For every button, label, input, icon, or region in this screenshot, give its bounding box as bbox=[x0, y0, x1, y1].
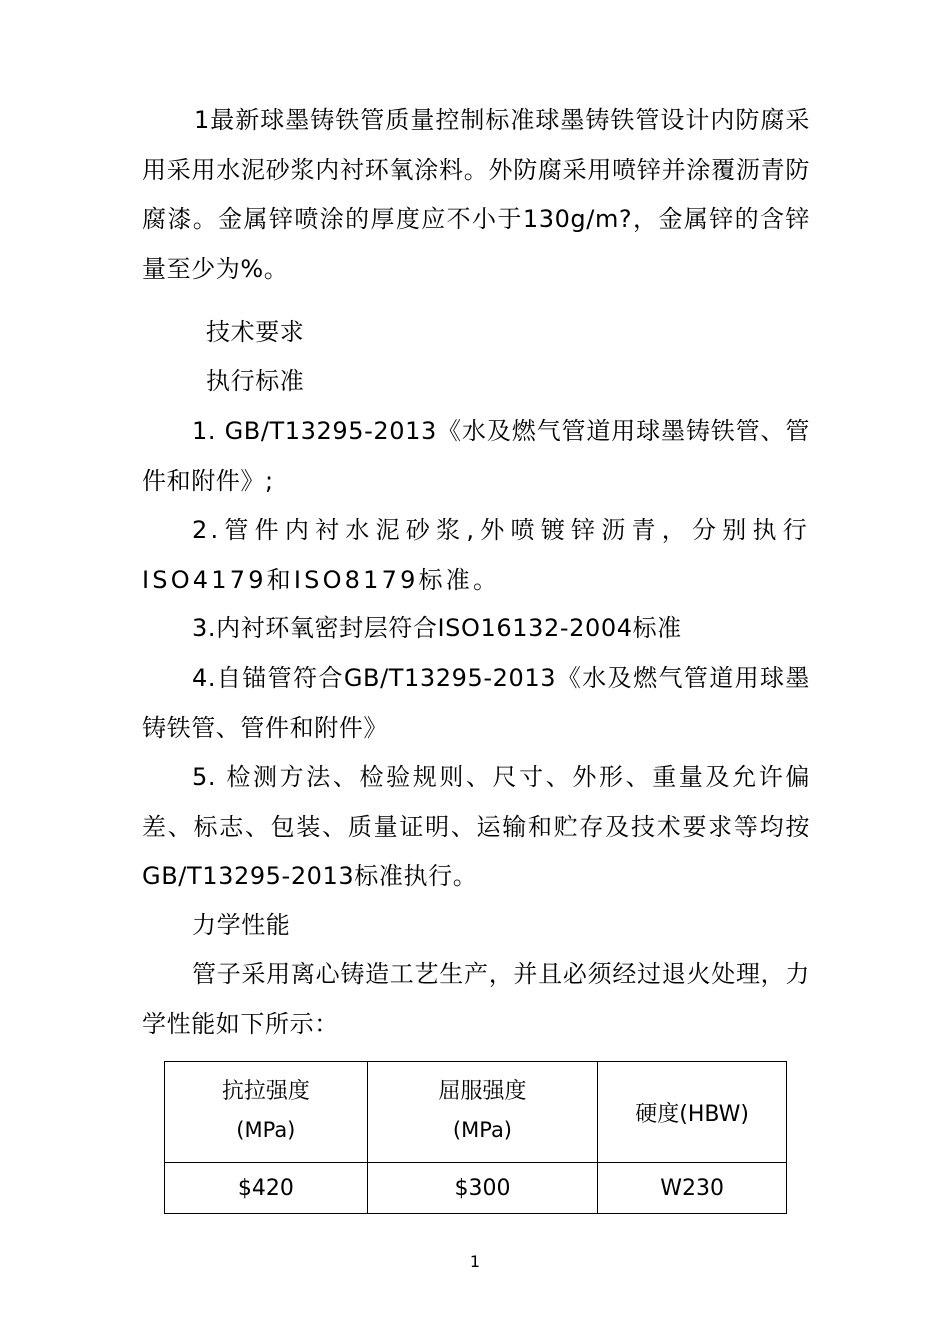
cell-hardness-value: W230 bbox=[598, 1163, 787, 1214]
header-unit: (MPa) bbox=[236, 1118, 296, 1142]
header-label: 硬度(HBW) bbox=[635, 1101, 750, 1127]
page-number: 1 bbox=[469, 1252, 481, 1271]
mechanical-properties-table bbox=[164, 1061, 787, 1214]
heading-tech-requirements: 技术要求 bbox=[206, 318, 305, 346]
mechanical-description: 管子采用离心铸造工艺生产，并且必须经过退火处理，力学性能如下所示： bbox=[142, 960, 810, 1038]
intro-paragraph: 1最新球墨铸铁管质量控制标准球墨铸铁管设计内防腐采用采用水泥砂浆内衬环氧涂料。外防腐采用喷锌并涂覆沥青防腐漆。金属锌喷涂的厚度应不小于130g/m?，金属锌的含锌量至少为%。 bbox=[142, 106, 810, 283]
standard-item-2: 2.管件内衬水泥砂浆,外喷镀锌沥青，分别执行ISO4179和ISO8179标准。 bbox=[142, 516, 810, 594]
header-tensile-strength bbox=[165, 1062, 368, 1163]
table-row bbox=[165, 1163, 787, 1214]
header-unit: (MPa) bbox=[452, 1118, 512, 1142]
standard-item-3: 3.内衬环氧密封层符合ISO16132-2004标准 bbox=[192, 614, 682, 642]
heading-execution-standard: 执行标准 bbox=[206, 367, 305, 395]
standard-item-5: 5. 检测方法、检验规则、尺寸、外形、重量及允许偏差、标志、包装、质量证明、运输和贮存及技术要求等均按GB/T13295-2013标准执行。 bbox=[142, 763, 810, 890]
standard-item-1: 1. GB/T13295-2013《水及燃气管道用球墨铸铁管、管件和附件》; bbox=[142, 417, 810, 495]
header-label: 抗拉强度 bbox=[221, 1079, 310, 1104]
standard-item-4: 4.自锚管符合GB/T13295-2013《水及燃气管道用球墨铸铁管、管件和附件》 bbox=[142, 664, 810, 742]
heading-mechanical-properties: 力学性能 bbox=[192, 911, 291, 939]
header-hardness bbox=[598, 1062, 787, 1163]
cell-yield-value: $300 bbox=[367, 1163, 598, 1214]
table-header-row bbox=[165, 1062, 787, 1163]
header-yield-strength bbox=[367, 1062, 598, 1163]
cell-tensile-value: $420 bbox=[165, 1163, 368, 1214]
header-label: 屈服强度 bbox=[438, 1079, 527, 1104]
